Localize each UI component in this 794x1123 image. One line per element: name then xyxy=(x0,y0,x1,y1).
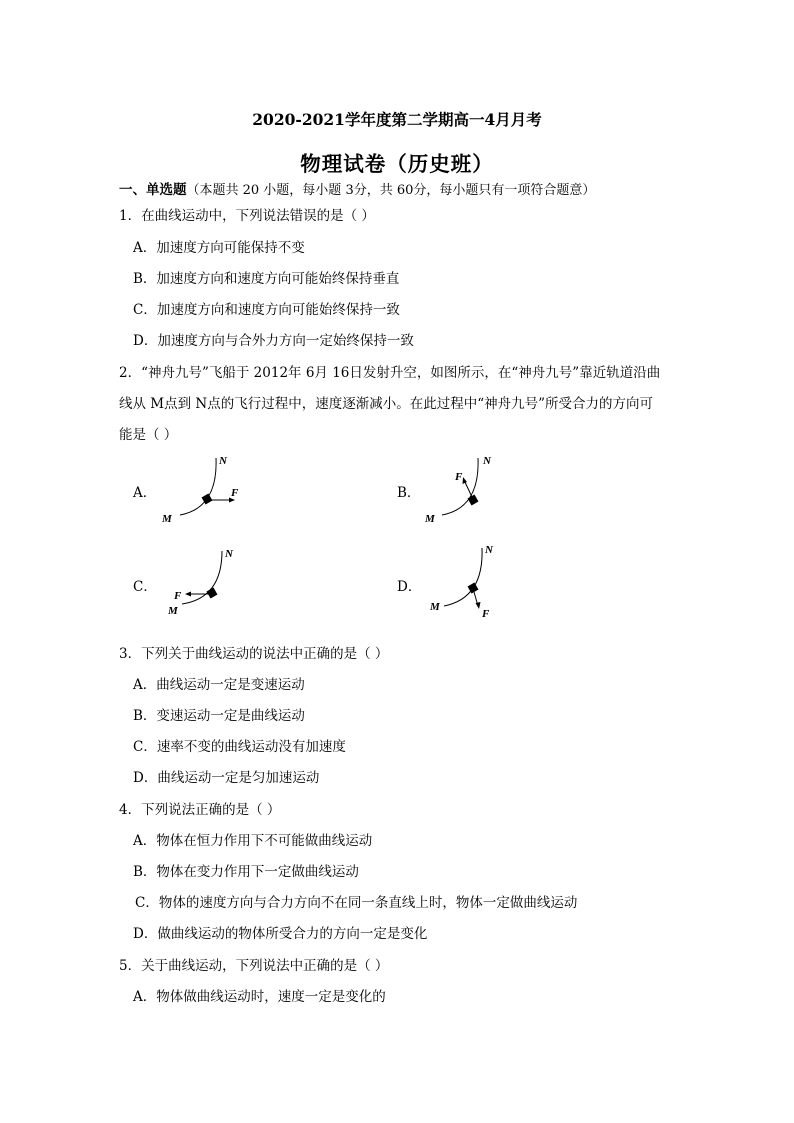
question-5-stem: 5．关于曲线运动，下列说法中正确的是（ ） xyxy=(119,958,389,974)
trajectory-curve xyxy=(444,548,482,606)
section-heading xyxy=(119,181,595,200)
trajectory-curve xyxy=(182,551,222,604)
trajectory-curve xyxy=(442,458,478,515)
force-arrowhead xyxy=(463,477,468,484)
label-n: N xyxy=(219,455,227,467)
question-5-option-a: A．物体做曲线运动时，速度一定是变化的 xyxy=(133,989,386,1005)
trajectory-curve xyxy=(180,458,216,515)
label-m: M xyxy=(425,513,435,525)
label-m: M xyxy=(162,513,172,525)
label-f: F xyxy=(231,487,239,499)
exam-subtitle: 物理试卷（历史班） xyxy=(300,152,494,176)
question-2-stem-line-1: 2．“神舟九号”飞船于 2012年 6月 16日发射升空，如图所示，在“神舟九号”靠近轨道沿曲 xyxy=(119,365,661,381)
question-1-option-c: C．加速度方向和速度方向可能始终保持一致 xyxy=(133,302,400,318)
question-4-option-c: C．物体的速度方向与合力方向不在同一条直线上时，物体一定做曲线运动 xyxy=(135,895,578,911)
question-1-option-b: B．加速度方向和速度方向可能始终保持垂直 xyxy=(133,271,400,287)
question-4-option-b: B．物体在变力作用下一定做曲线运动 xyxy=(133,864,359,880)
question-3-stem: 3．下列关于曲线运动的说法中正确的是（ ） xyxy=(119,646,389,662)
exam-title: 2020-2021学年度第二学期高一4月月考 xyxy=(252,110,542,129)
question-4-option-a: A．物体在恒力作用下不可能做曲线运动 xyxy=(133,833,373,849)
question-1-option-a: A．加速度方向可能保持不变 xyxy=(133,240,305,256)
label-f: F xyxy=(455,471,463,483)
question-1-option-d: D．加速度方向与合外力方向一定始终保持一致 xyxy=(133,333,414,349)
spacecraft-block xyxy=(207,588,218,599)
section-label: 一、单选题 xyxy=(119,182,187,198)
question-2-option-c-label: C． xyxy=(133,579,157,595)
spacecraft-block xyxy=(468,495,479,506)
label-m: M xyxy=(168,605,178,617)
question-3-option-a: A．曲线运动一定是变速运动 xyxy=(133,677,305,693)
question-2-option-a-label: A． xyxy=(133,485,157,501)
force-arrowhead xyxy=(476,602,481,609)
spacecraft-block xyxy=(468,583,479,594)
label-f: F xyxy=(174,590,182,602)
label-n: N xyxy=(485,544,493,556)
question-4-option-d: D．做曲线运动的物体所受合力的方向一定是变化 xyxy=(133,926,428,942)
question-1-stem: 1．在曲线运动中，下列说法错误的是（ ） xyxy=(119,208,375,224)
section-note: （本题共 20 小题，每小题 3分，共 60分，每小题只有一项符合题意） xyxy=(186,183,596,198)
label-f: F xyxy=(482,608,490,620)
question-4-stem: 4．下列说法正确的是（ ） xyxy=(119,802,281,818)
question-2-figure-b xyxy=(412,450,522,530)
question-2-stem-line-2: 线从 M点到 N点的飞行过程中，速度逐渐减小。在此过程中“神舟九号”所受合力的方向可 xyxy=(119,396,654,412)
question-3-option-c: C．速率不变的曲线运动没有加速度 xyxy=(133,739,346,755)
question-2-figure-c xyxy=(150,543,260,623)
question-2-option-b-label: B． xyxy=(397,485,421,501)
question-3-option-d: D．曲线运动一定是匀加速运动 xyxy=(133,770,320,786)
question-2-figure-d xyxy=(412,540,522,625)
label-n: N xyxy=(225,548,233,560)
label-m: M xyxy=(430,601,440,613)
question-2-figure-a xyxy=(150,450,260,530)
question-3-option-b: B．变速运动一定是曲线运动 xyxy=(133,708,305,724)
force-arrowhead xyxy=(185,592,191,597)
question-2-option-d-label: D． xyxy=(397,579,422,595)
question-2-stem-line-3: 能是（ ） xyxy=(119,427,178,443)
label-n: N xyxy=(483,455,491,467)
